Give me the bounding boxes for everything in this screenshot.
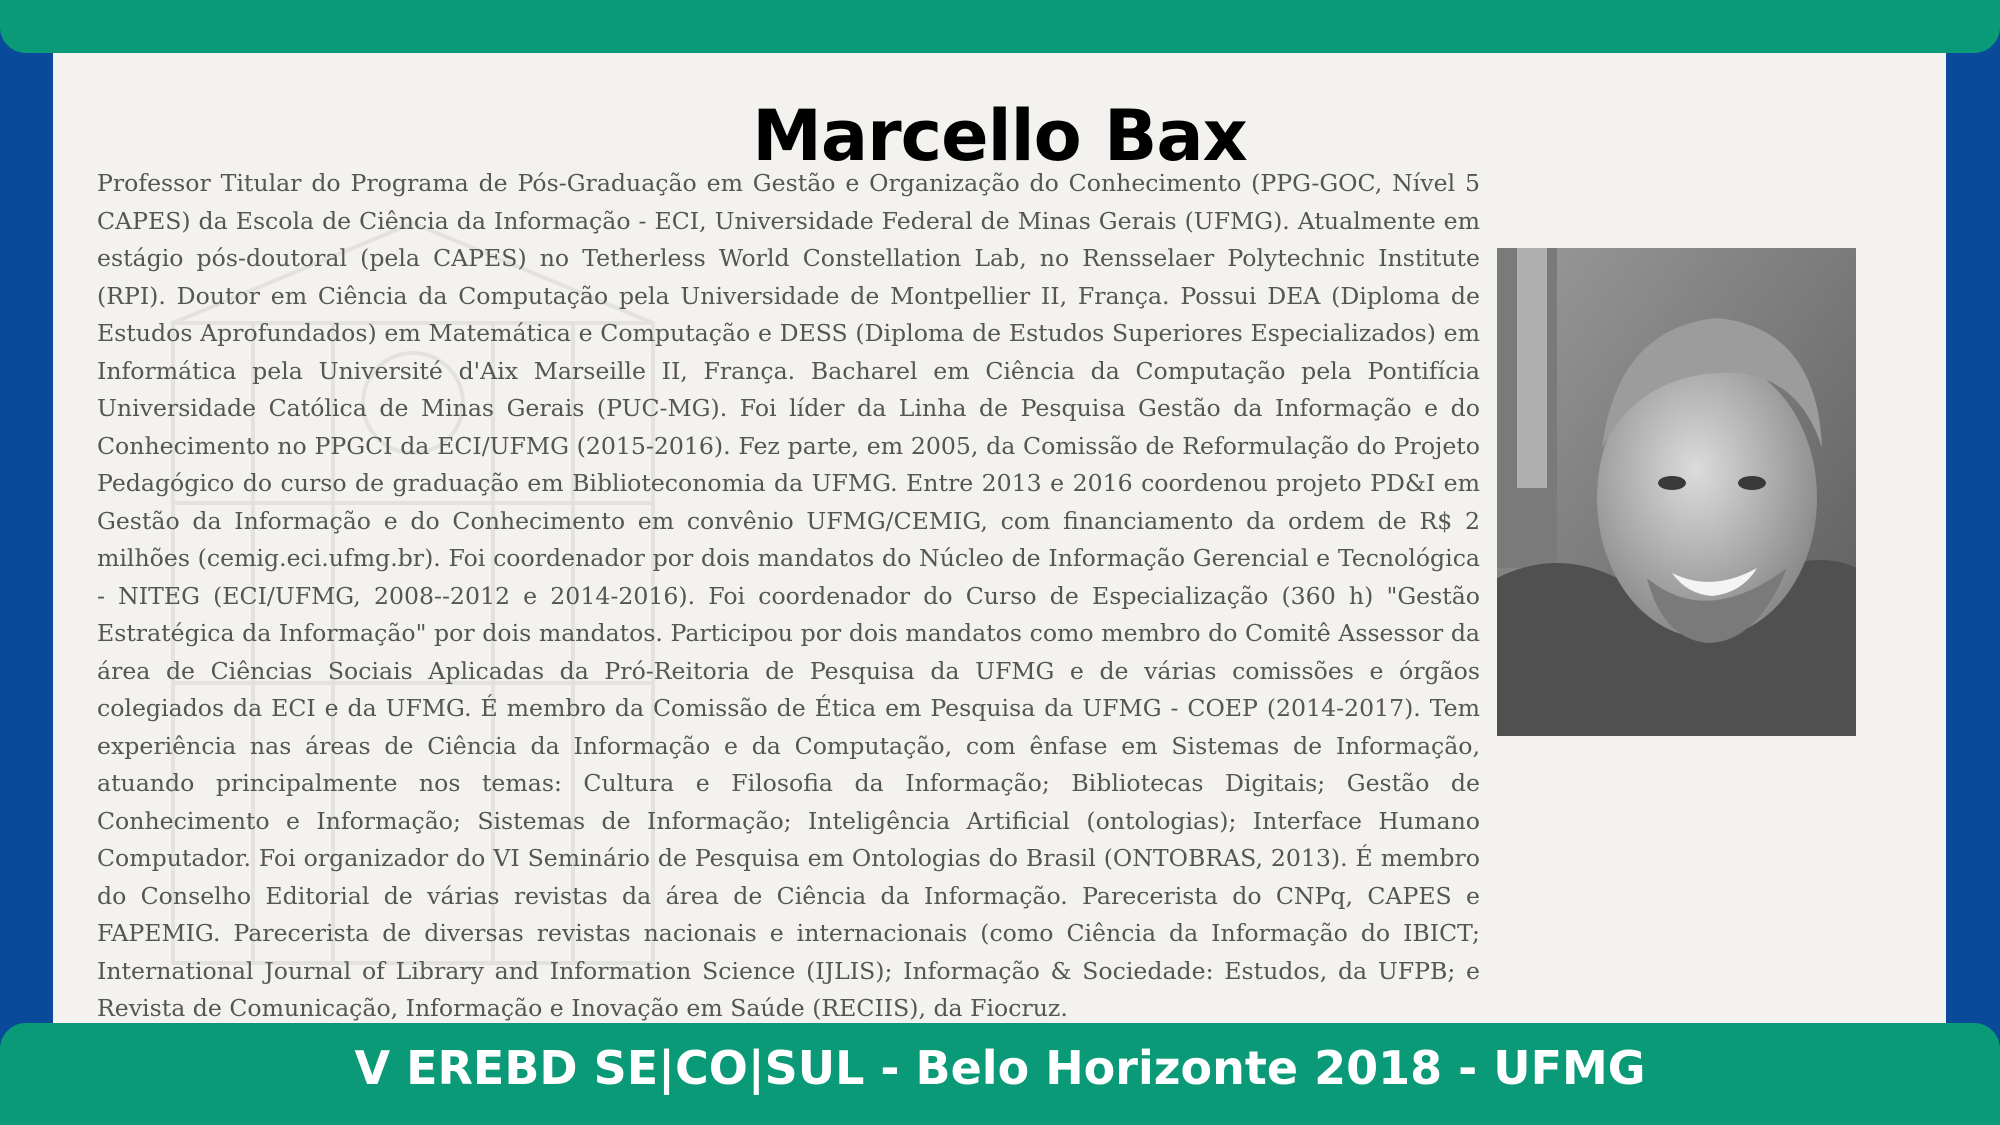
content-panel xyxy=(53,53,1946,1025)
top-bar xyxy=(0,0,2000,53)
event-footer: V EREBD SE|CO|SUL - Belo Horizonte 2018 - UFMG xyxy=(354,1041,1646,1095)
speaker-name: Marcello Bax xyxy=(752,95,1247,177)
speaker-portrait xyxy=(1497,248,1856,736)
bottom-bar xyxy=(0,1023,2000,1125)
speaker-bio: Professor Titular do Programa de Pós-Graduação em Gestão e Organização do Conhecimento (PPG-GOC, Nível 5 CAPES) da Escola de Ciência da Informação - ECI, Universidade Federal de Minas Gerais (UFMG). Atualmente em estágio pós-doutoral (pela CAPES) no Tetherless World Constellation Lab, no Rensselaer Polytechnic Institute (RPI). Doutor em Ciência da Computação pela Universidade de Montpellier II, França. Possui DEA (Diploma de Estudos Aprofundados) em Matemática e Computação e DESS (Diploma de Estudos Superiores Especializados) em Informática pela Université d'Aix Marseille II, França. Bacharel em Ciência da Computação pela Pontifícia Universidade Católica de Minas Gerais (PUC-MG). Foi líder da Linha de Pesquisa Gestão da Informação e do Conhecimento no PPGCI da ECI/UFMG (2015-2016). Fez parte, em 2005, da Comissão de Reformulação do Projeto Pedagógico do curso de graduação em Biblioteconomia da UFMG. Entre 2013 e 2016 coordenou projeto PD&I em Gestão da Informação e do Conhecimento em convênio UFMG/CEMIG, com financiamento da ordem de R$ 2 milhões (cemig.eci.ufmg.br). Foi coordenador por dois mandatos do Núcleo de Informação Gerencial e Tecnológica - NITEG (ECI/UFMG, 2008--2012 e 2014-2016). Foi coordenador do Curso de Especialização (360 h) "Gestão Estratégica da Informação" por dois mandatos. Participou por dois mandatos como membro do Comitê Assessor da área de Ciências Sociais Aplicadas da Pró-Reitoria de Pesquisa da UFMG e de várias comissões e órgãos colegiados da ECI e da UFMG. É membro da Comissão de Ética em Pesquisa da UFMG - COEP (2014-2017). Tem experiência nas áreas de Ciência da Informação e da Computação, com ênfase em Sistemas de Informação, atuando principalmente nos temas: Cultura e Filosofia da Informação; Bibliotecas Digitais; Gestão de Conhecimento e Informação; Sistemas de Informação; Inteligência Artificial (ontologias); Interface Humano Computador. Foi organizador do VI Seminário de Pesquisa em Ontologias do Brasil (ONTOBRAS, 2013). É membro do Conselho Editorial de várias revistas da área de Ciência da Informação. Parecerista do CNPq, CAPES e FAPEMIG. Parecerista de diversas revistas nacionais e internacionais (como Ciência da Informação do IBICT; International Journal of Library and Information Science (IJLIS); Informação & Sociedade: Estudos, da UFPB; e Revista de Comunicação, Informação e Inovação em Saúde (RECIIS), da Fiocruz. xyxy=(97,169,1480,1022)
